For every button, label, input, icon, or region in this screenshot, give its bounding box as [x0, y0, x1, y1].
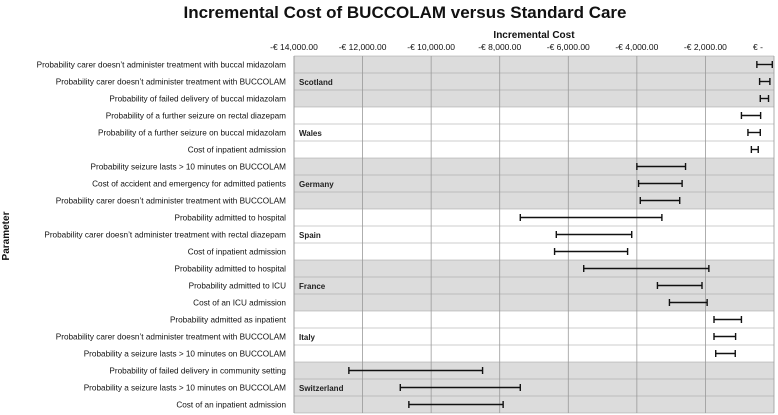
row-label: Probability admitted to hospital — [174, 213, 286, 223]
row-label: Probability carer doesn’t administer treatment with buccal midazolam — [36, 60, 286, 70]
group-band — [294, 209, 774, 260]
row-label: Probability of failed delivery of buccal midazolam — [109, 94, 286, 104]
group-label: Scotland — [299, 78, 333, 87]
row-label: Cost of an ICU admission — [193, 298, 286, 308]
group-band — [294, 56, 774, 107]
group-band — [294, 107, 774, 158]
x-tick-label: € - — [753, 42, 763, 52]
row-label: Cost of inpatient admission — [187, 247, 286, 257]
row-label: Probability carer doesn’t administer treatment with rectal diazepam — [44, 230, 286, 240]
x-tick-label: -€ 2,000.00 — [683, 42, 727, 52]
row-label: Probability seizure lasts > 10 minutes on BUCCOLAM — [90, 162, 286, 172]
group-label: Wales — [299, 129, 322, 138]
row-label: Probability admitted to ICU — [188, 281, 286, 291]
group-band — [294, 362, 774, 413]
y-axis-label: Parameter — [1, 211, 12, 261]
x-tick-label: -€ 4,000.00 — [615, 42, 659, 52]
row-label: Probability of a further seizure on rectal diazepam — [105, 111, 286, 121]
row-label: Cost of inpatient admission — [187, 145, 286, 155]
row-label: Probability a seizure lasts > 10 minutes on BUCCOLAM — [83, 383, 286, 393]
group-label: Spain — [299, 231, 321, 240]
group-band — [294, 158, 774, 209]
row-label: Cost of accident and emergency for admitted patients — [92, 179, 286, 189]
x-tick-labels — [270, 42, 763, 52]
x-tick-label: -€ 14,000.00 — [270, 42, 318, 52]
row-label: Probability carer doesn’t administer treatment with BUCCOLAM — [55, 77, 286, 87]
x-tick-label: -€ 8,000.00 — [478, 42, 522, 52]
x-tick-label: -€ 12,000.00 — [338, 42, 387, 52]
row-label: Probability carer doesn’t administer treatment with BUCCOLAM — [55, 196, 286, 206]
row-label: Probability a seizure lasts > 10 minutes on BUCCOLAM — [83, 349, 286, 359]
row-label: Probability of a further seizure on buccal midazolam — [98, 128, 286, 138]
x-tick-label: -€ 10,000.00 — [407, 42, 456, 52]
chart-title: Incremental Cost of BUCCOLAM versus Standard Care — [183, 3, 627, 22]
group-label: Italy — [299, 333, 316, 342]
row-label: Probability carer doesn’t administer treatment with BUCCOLAM — [55, 332, 286, 342]
x-axis-label: Incremental Cost — [493, 30, 575, 41]
row-label: Probability of failed delivery in community setting — [109, 366, 286, 376]
x-tick-label: -€ 6,000.00 — [546, 42, 590, 52]
group-label: Switzerland — [299, 384, 344, 393]
row-label: Probability admitted as inpatient — [169, 315, 286, 325]
row-label: Probability admitted to hospital — [174, 264, 286, 274]
group-label: Germany — [299, 180, 334, 189]
row-bands — [294, 56, 774, 413]
group-band — [294, 311, 774, 362]
row-labels — [37, 61, 287, 410]
row-label: Cost of an inpatient admission — [176, 400, 286, 410]
group-label: France — [299, 282, 326, 291]
